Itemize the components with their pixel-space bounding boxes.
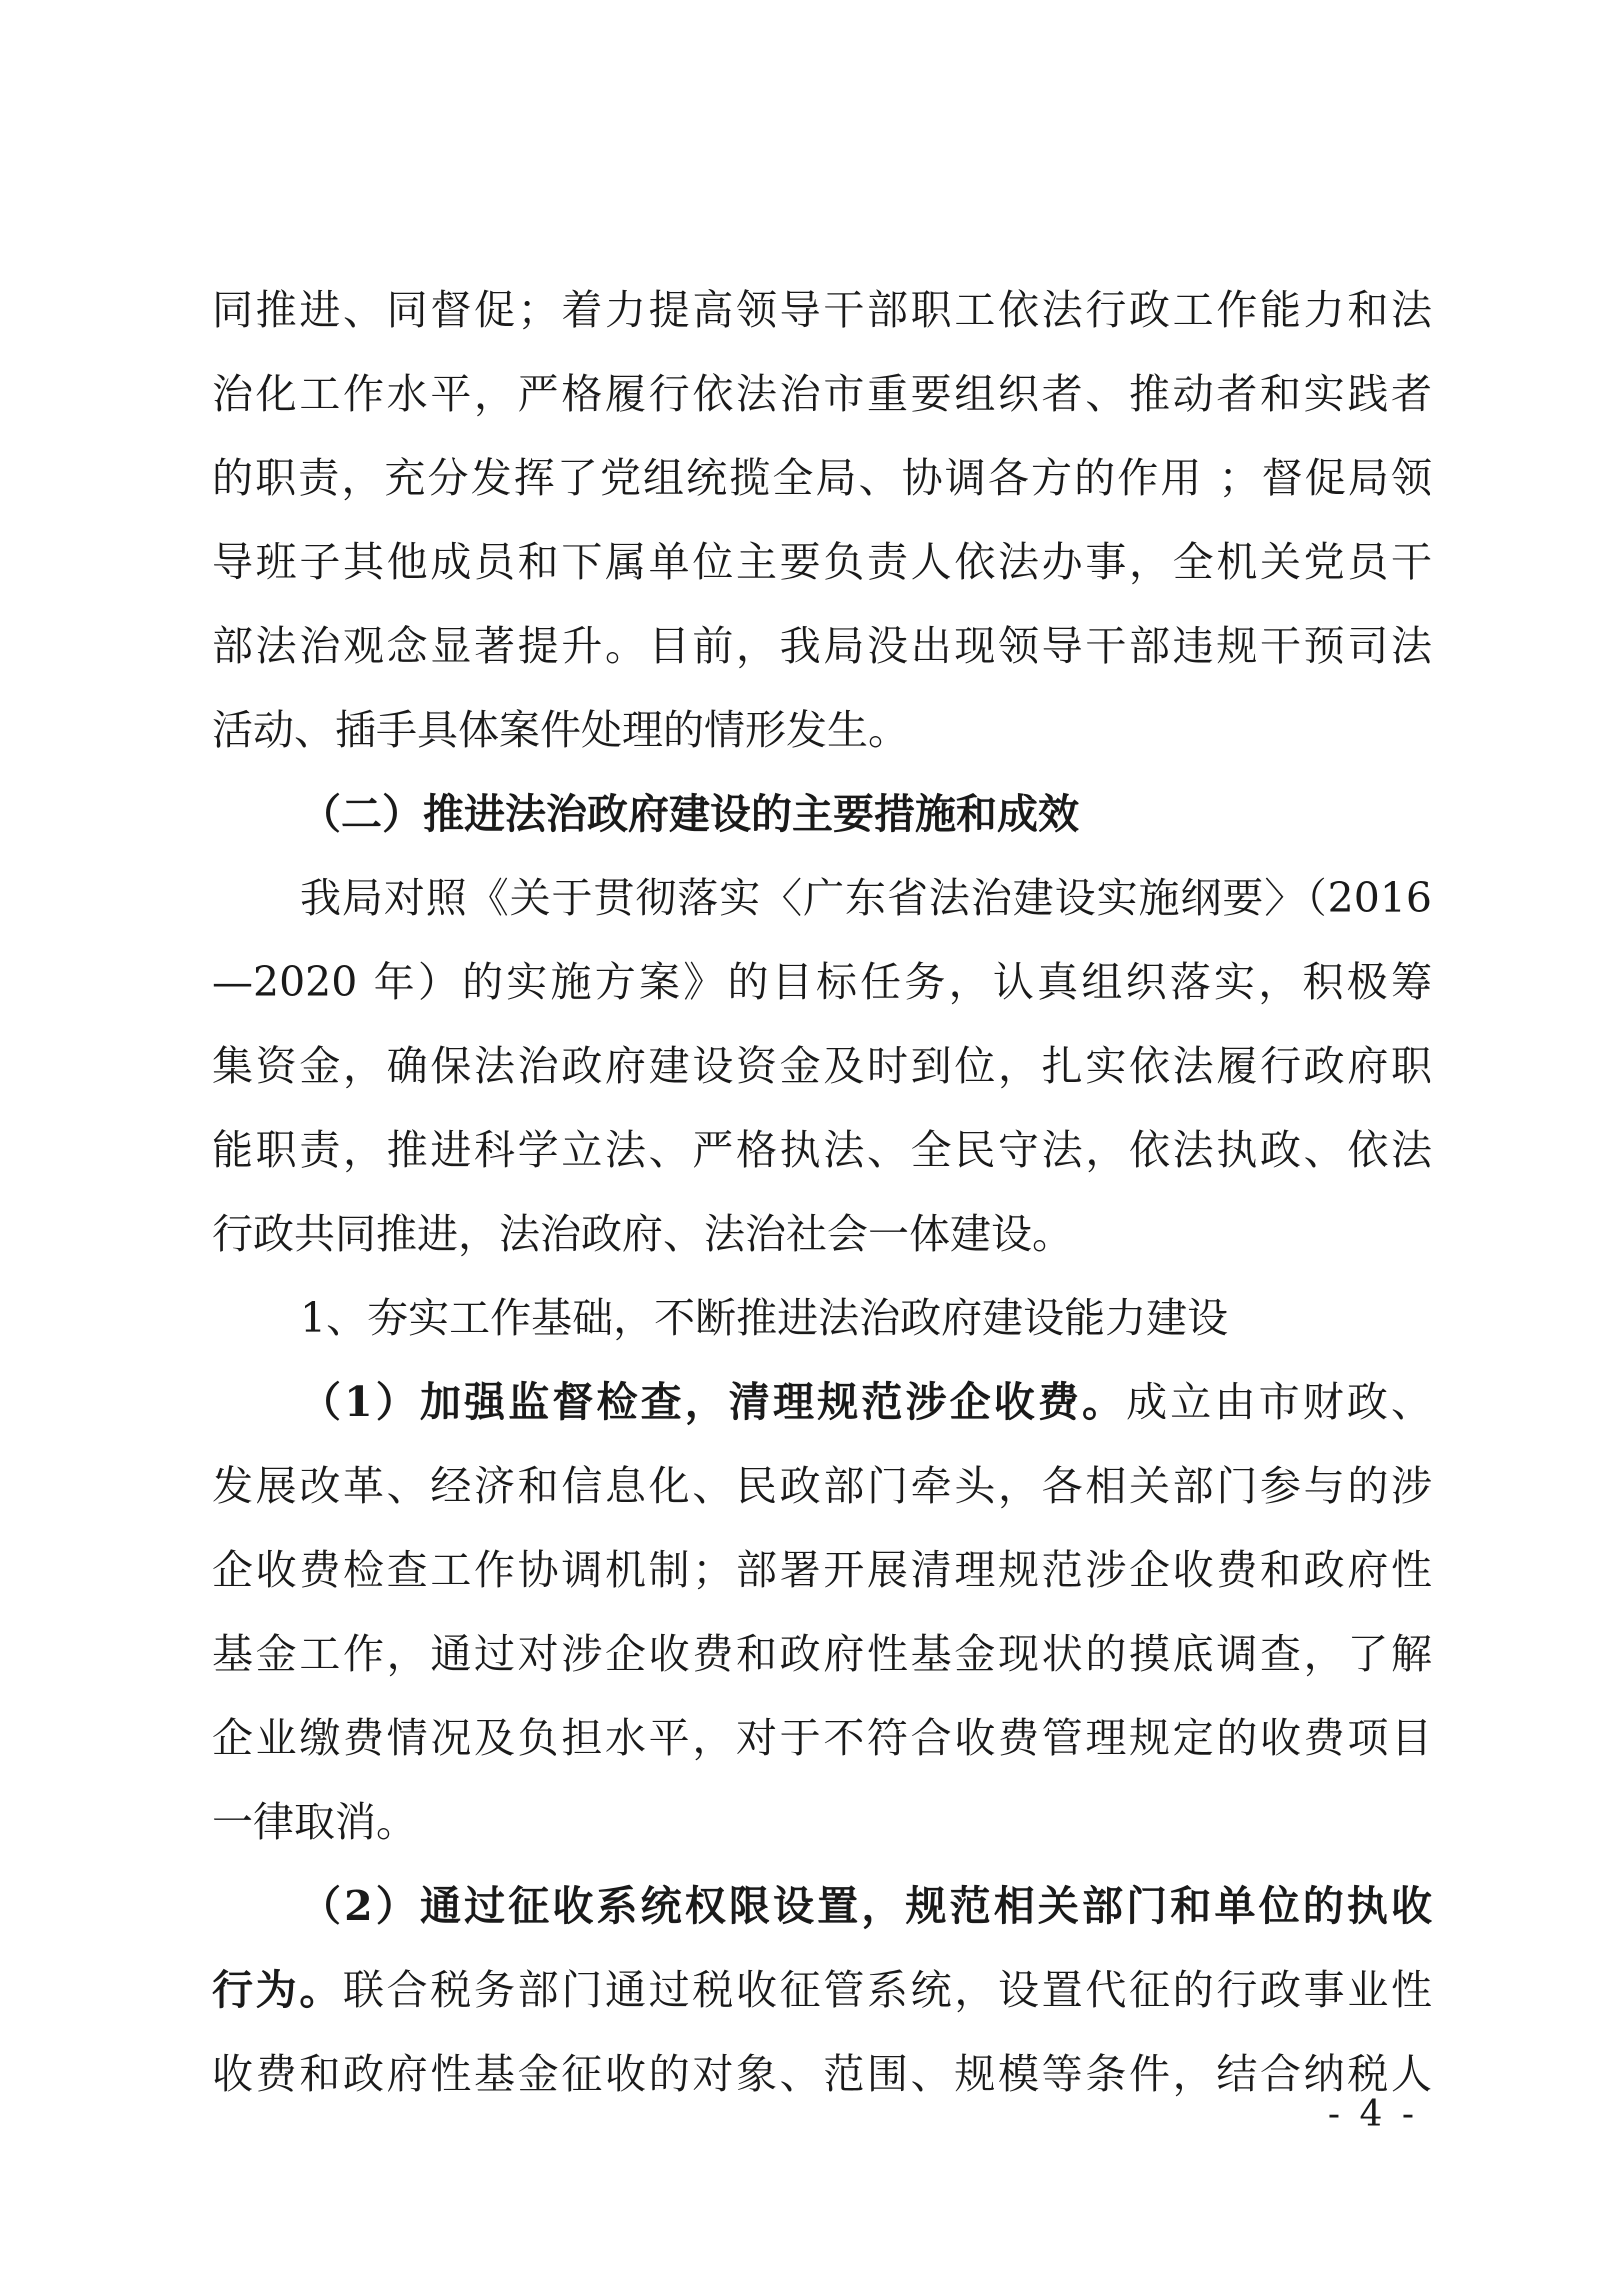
paragraph-line: 部法治观念显著提升。目前，我局没出现领导干部违规干预司法 bbox=[212, 622, 1432, 670]
paragraph-line: 基金工作，通过对涉企收费和政府性基金现状的摸底调查，了解 bbox=[212, 1630, 1432, 1678]
page-number: - 4 - bbox=[1327, 2094, 1418, 2135]
paragraph-line bbox=[212, 1948, 1432, 2032]
paragraph-line: 企收费检查工作协调机制；部署开展清理规范涉企收费和政府性 bbox=[212, 1546, 1432, 1594]
subsection-heading: 1、夯实工作基础，不断推进法治政府建设能力建设 bbox=[300, 1294, 1229, 1342]
paragraph-line bbox=[212, 1360, 1432, 1444]
section-heading: （二）推进法治政府建设的主要措施和成效 bbox=[300, 790, 1079, 838]
paragraph-line: 我局对照《关于贯彻落实〈广东省法治建设实施纲要〉（2016 bbox=[300, 874, 1432, 922]
paragraph-line: 行政共同推进，法治政府、法治社会一体建设。 bbox=[212, 1210, 1073, 1258]
item-heading: 行为。 bbox=[212, 1966, 343, 2014]
item-text: 成立由市财政、 bbox=[1126, 1378, 1432, 1426]
body-text bbox=[212, 268, 1432, 2116]
paragraph-line: 的职责，充分发挥了党组统揽全局、协调各方的作用 ；督促局领 bbox=[212, 454, 1432, 502]
paragraph-line: 活动、插手具体案件处理的情形发生。 bbox=[212, 706, 909, 754]
item-heading: （2）通过征收系统权限设置，规范相关部门和单位的执收 bbox=[300, 1882, 1432, 1930]
paragraph-line: 收费和政府性基金征收的对象、范围、规模等条件，结合纳税人 bbox=[212, 2050, 1432, 2098]
paragraph-line: 一律取消。 bbox=[212, 1798, 417, 1846]
paragraph-line: 集资金，确保法治政府建设资金及时到位，扎实依法履行政府职 bbox=[212, 1042, 1432, 1090]
item-text: 联合税务部门通过税收征管系统，设置代征的行政事业性 bbox=[343, 1966, 1432, 2014]
paragraph-line: 企业缴费情况及负担水平，对于不符合收费管理规定的收费项目 bbox=[212, 1714, 1432, 1762]
item-heading: （1）加强监督检查，清理规范涉企收费。 bbox=[300, 1378, 1127, 1426]
paragraph-line: 导班子其他成员和下属单位主要负责人依法办事，全机关党员干 bbox=[212, 538, 1432, 586]
paragraph-line: 能职责，推进科学立法、严格执法、全民守法，依法执政、依法 bbox=[212, 1126, 1432, 1174]
paragraph-line: —2020 年）的实施方案》的目标任务，认真组织落实，积极筹 bbox=[212, 958, 1432, 1006]
paragraph-line: 发展改革、经济和信息化、民政部门牵头，各相关部门参与的涉 bbox=[212, 1462, 1432, 1510]
paragraph-line: 同推进、同督促；着力提高领导干部职工依法行政工作能力和法 bbox=[212, 286, 1432, 334]
paragraph-line: 治化工作水平，严格履行依法治市重要组织者、推动者和实践者 bbox=[212, 370, 1432, 418]
